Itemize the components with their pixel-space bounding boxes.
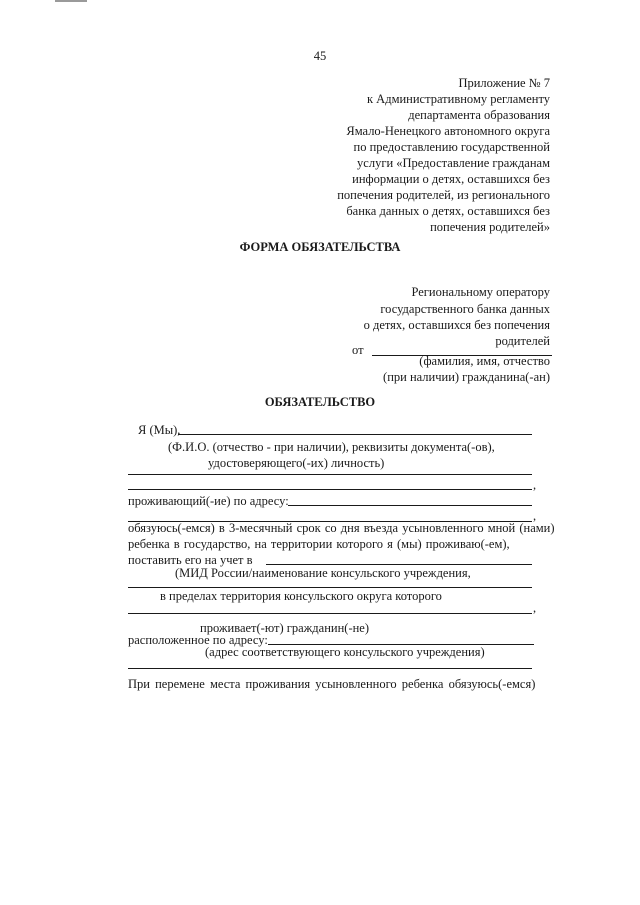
form-title: ФОРМА ОБЯЗАТЕЛЬСТВА: [239, 240, 401, 254]
located-label: расположенное по адресу:: [128, 633, 268, 647]
addressee-line: Региональному оператору: [411, 285, 550, 299]
district-field-line[interactable]: [128, 613, 532, 614]
appendix-line: информации о детях, оставшихся без: [352, 172, 550, 186]
document-title: ОБЯЗАТЕЛЬСТВО: [264, 395, 376, 409]
line-comma: ,: [533, 478, 537, 492]
obligation-text: обязуюсь(-емся) в 3-месячный срок со дня въезда усыновленного мной (нами): [128, 521, 555, 535]
scan-edge-mark: [55, 0, 87, 2]
line-comma: ,: [533, 601, 537, 615]
consulate-name-line[interactable]: [128, 587, 532, 588]
mid-hint: (МИД России/наименование консульского учреждения,: [175, 566, 471, 580]
resides-text: проживает(-ют) гражданин(-не): [200, 621, 370, 635]
obligation-text: поставить его на учет в: [128, 553, 253, 567]
consulate-field-line[interactable]: [266, 564, 532, 565]
page-number: 45: [313, 49, 327, 63]
address-label: проживающий(-ие) по адресу:: [128, 494, 289, 508]
appendix-line: к Административному регламенту: [366, 92, 550, 106]
name-field-line[interactable]: [178, 434, 532, 435]
fio-hint: (Ф.И.О. (отчество - при наличии), реквизиты документа(-ов),: [168, 440, 495, 454]
identity-field-line[interactable]: [128, 474, 532, 475]
address-field-line[interactable]: [288, 505, 532, 506]
consulate-hint: (адрес соответствующего консульского учреждения): [205, 645, 485, 659]
appendix-line: банка данных о детях, оставшихся без: [346, 204, 550, 218]
addressee-line: о детях, оставшихся без попечения: [363, 318, 550, 332]
appendix-line: попечения родителей»: [430, 220, 550, 234]
final-text: При перемене места проживания усыновленного ребенка обязуюсь(-емся): [128, 677, 536, 691]
addressee-hint: (фамилия, имя, отчество: [419, 354, 550, 368]
obligation-text: ребенка в государство, на территории которого я (мы) проживаю(-ем),: [128, 537, 510, 551]
consulate-address-line[interactable]: [128, 668, 532, 669]
district-text: в пределах территория консульского округа которого: [160, 589, 442, 603]
from-label: от: [352, 343, 364, 357]
line-comma: ,: [533, 509, 537, 523]
identity-field-line[interactable]: [128, 489, 532, 490]
ya-label: Я (Мы),: [138, 423, 181, 437]
appendix-line: Ямало-Ненецкого автономного округа: [346, 124, 550, 138]
appendix-line: по предоставлению государственной: [353, 140, 550, 154]
addressee-line: государственного банка данных: [380, 302, 550, 316]
addressee-line: родителей: [495, 334, 550, 348]
appendix-line: Приложение № 7: [458, 76, 550, 90]
appendix-line: департамента образования: [408, 108, 550, 122]
addressee-hint: (при наличии) гражданина(-ан): [383, 370, 550, 384]
fio-hint: удостоверяющего(-их) личность): [208, 456, 385, 470]
appendix-line: попечения родителей, из регионального: [337, 188, 550, 202]
appendix-line: услуги «Предоставление гражданам: [357, 156, 550, 170]
